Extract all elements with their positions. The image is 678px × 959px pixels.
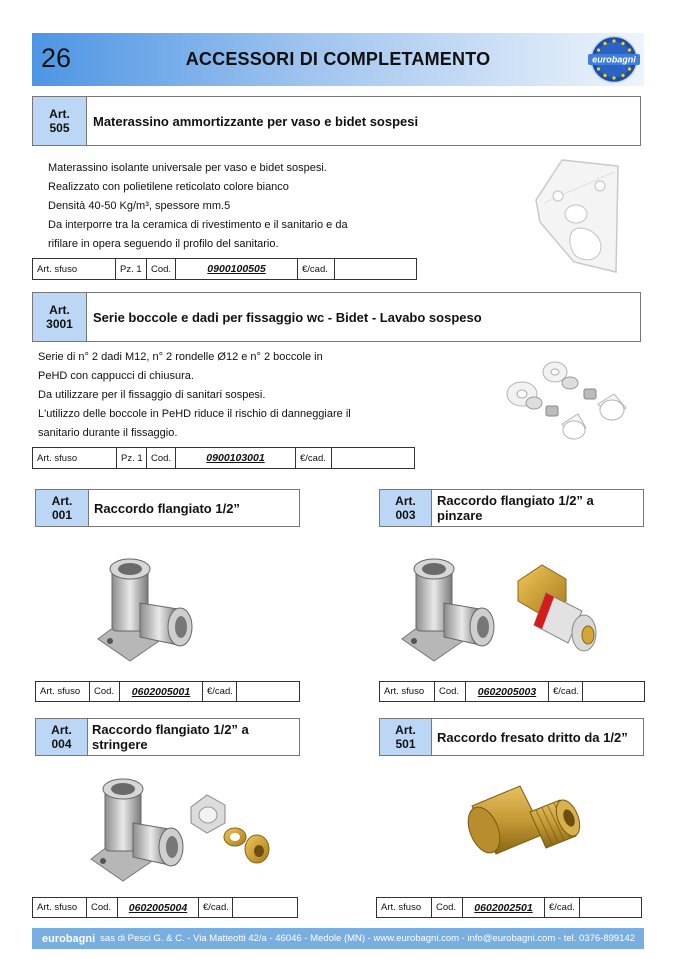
desc-line: Materassino isolante universale per vaso e bidet sospesi. <box>48 162 327 174</box>
product-code: 0602002501 <box>463 898 545 917</box>
insulation-mat-image <box>534 158 624 276</box>
cod-label-cell: Cod. <box>90 682 120 701</box>
art-title <box>437 490 594 526</box>
desc-line: Serie di n° 2 dadi M12, n° 2 rondelle Ø12 e n° 2 boccole in <box>38 351 323 363</box>
page-title: ACCESSORI DI COMPLETAMENTO <box>185 49 491 69</box>
art-title <box>92 719 249 755</box>
art-code-box <box>36 719 88 755</box>
art-number: 501 <box>395 737 416 751</box>
desc-line: L'utilizzo delle boccole in PeHD riduce il rischio di danneggiare il <box>38 408 351 420</box>
desc-line: Da utilizzare per il fissaggio di sanitari sospesi. <box>38 389 266 401</box>
art-title: Raccordo flangiato 1/2” <box>94 500 240 516</box>
price-cell <box>335 259 416 279</box>
unit-cell: €/cad. <box>298 259 335 279</box>
sfuso-cell: Art. sfuso <box>33 259 116 279</box>
footer-brand: eurobagni <box>42 932 96 945</box>
sfuso-cell: Art. sfuso <box>36 682 90 701</box>
art-003-code-row <box>379 681 645 702</box>
bushings-nuts-image <box>500 356 635 446</box>
art-label: Art. <box>49 107 70 121</box>
pz-cell: Pz. 1 <box>116 259 147 279</box>
price-cell <box>580 898 641 917</box>
logo-text: eurobagni <box>592 54 636 65</box>
sfuso-cell: Art. sfuso <box>380 682 435 701</box>
art-505-header <box>32 96 641 146</box>
title-line: stringere <box>92 737 148 752</box>
art-3001-description <box>38 348 351 443</box>
title-line: Raccordo flangiato 1/2” a <box>92 722 249 737</box>
art-number: 001 <box>51 508 73 522</box>
sfuso-cell: Art. sfuso <box>33 898 87 917</box>
desc-line: Da interporre tra la ceramica di rivestimento e il sanitario e da <box>48 219 348 231</box>
cod-label-cell: Cod. <box>147 259 176 279</box>
cod-label-cell: Cod. <box>147 448 176 468</box>
desc-line: Realizzato con polietilene reticolato colore bianco <box>48 181 289 193</box>
art-label: Art. <box>395 494 416 508</box>
unit-cell: €/cad. <box>199 898 233 917</box>
desc-line: rifilare in opera seguendo il profilo del sanitario. <box>48 238 279 250</box>
footer-contact: sas di Pesci G. & C. - Via Matteotti 42/a - 46046 - Medole (MN) - www.eurobagni.com - info@eurobagni.com - tel. 0376-899142 <box>100 933 636 944</box>
page-header <box>32 33 644 86</box>
press-fitting-003-image <box>396 553 616 665</box>
product-code: 0602005003 <box>466 682 549 701</box>
art-001-code-row <box>35 681 300 702</box>
unit-cell: €/cad. <box>549 682 583 701</box>
art-001-header <box>35 489 300 527</box>
title-line: Raccordo flangiato 1/2” a <box>437 493 594 508</box>
cod-label-cell: Cod. <box>432 898 463 917</box>
compression-fitting-004-image <box>85 775 285 885</box>
art-label: Art. <box>51 723 72 737</box>
art-number: 505 <box>49 121 70 135</box>
title-line: pinzare <box>437 508 483 523</box>
unit-cell: €/cad. <box>296 448 332 468</box>
art-3001-header <box>32 292 641 342</box>
price-cell <box>583 682 644 701</box>
art-505-code-row <box>32 258 417 280</box>
art-code-box <box>33 293 87 341</box>
art-number: 3001 <box>46 317 73 331</box>
price-cell <box>332 448 414 468</box>
price-cell <box>233 898 297 917</box>
cod-label-cell: Cod. <box>87 898 118 917</box>
art-code-box <box>380 490 432 526</box>
art-title: Raccordo fresato dritto da 1/2” <box>437 729 628 745</box>
art-code-box <box>380 719 432 755</box>
desc-line: PeHD con cappucci di chiusura. <box>38 370 194 382</box>
unit-cell: €/cad. <box>545 898 580 917</box>
unit-cell: €/cad. <box>203 682 237 701</box>
art-title: Serie boccole e dadi per fissaggio wc - Bidet - Lavabo sospeso <box>93 309 482 325</box>
page-footer <box>32 928 644 949</box>
price-cell <box>237 682 299 701</box>
cod-label-cell: Cod. <box>435 682 466 701</box>
art-code-box <box>33 97 87 145</box>
art-number: 003 <box>395 508 416 522</box>
pz-cell: Pz. 1 <box>117 448 147 468</box>
desc-line: Densità 40-50 Kg/m³, spessore mm.5 <box>48 200 231 212</box>
page-number: 26 <box>41 43 72 73</box>
art-code-box <box>36 490 89 526</box>
art-004-header <box>35 718 300 756</box>
flanged-fitting-001-image <box>90 553 200 665</box>
sfuso-cell: Art. sfuso <box>377 898 432 917</box>
art-label: Art. <box>51 494 73 508</box>
desc-line: sanitario durante il fissaggio. <box>38 427 178 439</box>
product-code: 0602005001 <box>120 682 203 701</box>
product-code: 0602005004 <box>118 898 199 917</box>
art-title: Materassino ammortizzante per vaso e bidet sospesi <box>93 113 419 129</box>
art-number: 004 <box>51 737 72 751</box>
milled-fitting-501-image <box>460 776 590 876</box>
art-505-description <box>48 159 348 254</box>
sfuso-cell: Art. sfuso <box>33 448 117 468</box>
art-label: Art. <box>395 723 416 737</box>
art-004-code-row <box>32 897 298 918</box>
eurobagni-logo <box>587 35 641 84</box>
art-003-header <box>379 489 644 527</box>
art-501-code-row <box>376 897 642 918</box>
art-501-header <box>379 718 644 756</box>
art-3001-code-row <box>32 447 415 469</box>
art-label: Art. <box>49 303 70 317</box>
product-code: 0900103001 <box>176 448 296 468</box>
product-code: 0900100505 <box>176 259 298 279</box>
